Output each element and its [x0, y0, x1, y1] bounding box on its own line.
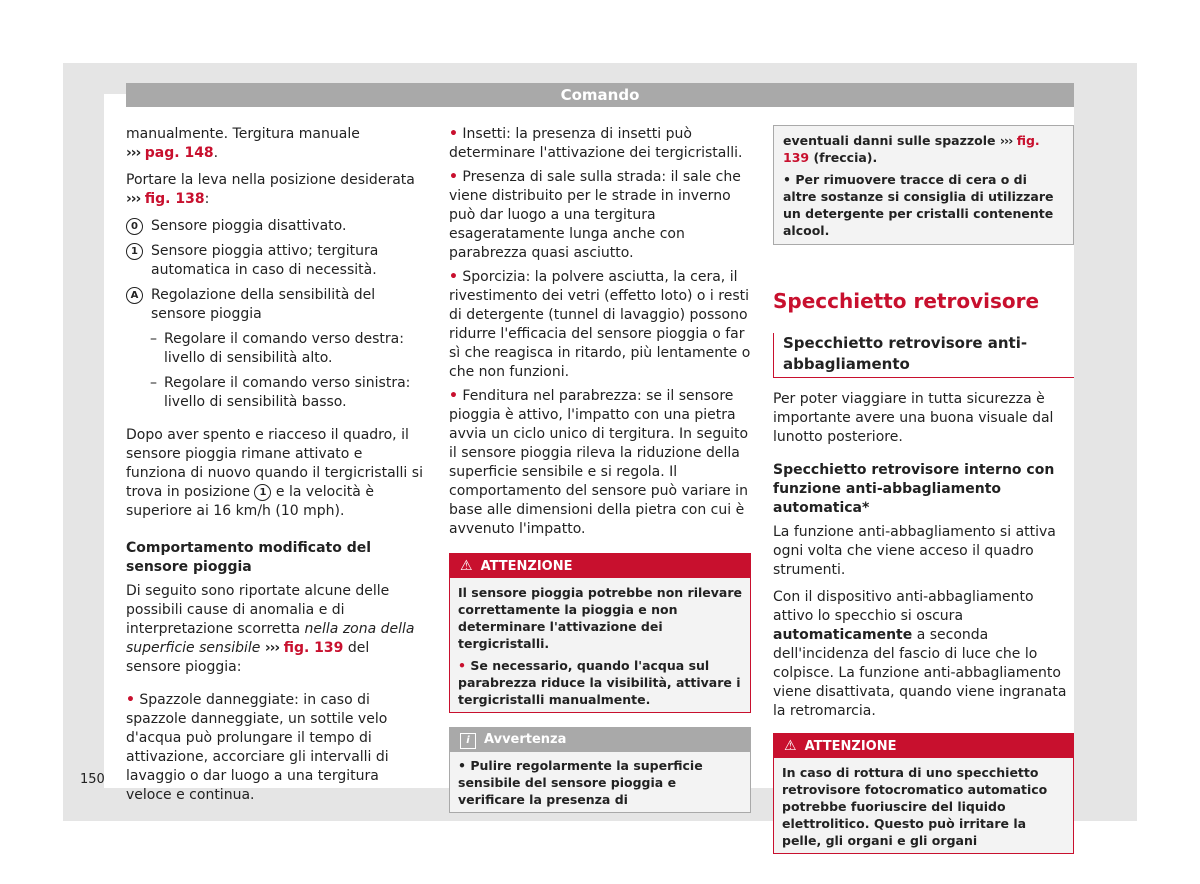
bullet-icon: • — [783, 172, 791, 187]
arrow-icon: ››› — [999, 133, 1013, 148]
list-item: • Presenza di sale sulla strada: il sale che viene distribuito per le strade in inverno può dar luogo a una tergitura esageratamente lunga anche con parabrezza quasi asciutto. — [449, 169, 741, 261]
figure-reference-link[interactable]: fig. 139 — [783, 133, 1040, 165]
subheading: Specchietto retrovisore interno con funzione anti-abbagliamento automatica* — [773, 462, 1055, 516]
arrow-icon: ››› — [264, 640, 280, 656]
position-1-icon: 1 — [254, 484, 271, 501]
info-icon: i — [460, 733, 476, 749]
bullet-icon: • — [449, 126, 458, 142]
warning-header: ⚠ ATTENZIONE — [450, 554, 750, 578]
bullet-icon: • — [458, 758, 466, 773]
position-0-icon: 0 — [126, 218, 143, 235]
warning-icon: ⚠ — [784, 738, 797, 754]
list-item: A Regolazione della sensibilità del sensore pioggia — [126, 286, 426, 324]
position-1-icon: 1 — [126, 243, 143, 260]
warning-icon: ⚠ — [460, 558, 473, 574]
note-continuation: eventuali danni sulle spazzole ››› fig. 139 (freccia). • Per rimuovere tracce di cera o di altre sostanze si consiglia di utilizzare un detergente per cristalli contenente alcool. — [773, 125, 1074, 245]
warning-box — [449, 553, 751, 713]
paragraph: Dopo aver spento e riacceso il quadro, il sensore pioggia rimane attivato e funziona di nuovo quando il tergicristalli si trova in posizione 1 e la velocità è superiore ai 16 km/h (10 mph). — [126, 427, 423, 519]
arrow-icon: ››› — [126, 191, 141, 207]
subheading: Comportamento modificato del sensore pioggia — [126, 540, 372, 575]
column-left — [126, 125, 426, 810]
list-item: 0 Sensore pioggia disattivato. — [126, 217, 426, 236]
warning-body: In caso di rottura di uno specchietto retrovisore fotocromatico automatico potrebbe fuoriuscire del liquido elettrolitico. Questo può irritare la pelle, gli organi e gli organi — [774, 758, 1073, 853]
warning-box — [773, 733, 1074, 854]
figure-reference-link[interactable]: fig. 138 — [144, 191, 205, 207]
arrow-icon: ››› — [126, 145, 141, 161]
note-header: i Avvertenza — [450, 728, 750, 752]
column-right — [773, 125, 1074, 854]
bullet-icon: • — [126, 692, 135, 708]
paragraph: manualmente. Tergitura manuale ››› pag. 148. — [126, 126, 360, 161]
list-item: • Spazzole danneggiate: in caso di spazzole danneggiate, un sottile velo d'acqua può prolungare il tempo di attivazione, accorciare gli intervalli di lavaggio o dar luogo a una tergitura veloce e continua. — [126, 692, 389, 803]
page-reference-link[interactable]: pag. 148 — [144, 145, 214, 161]
bullet-icon: • — [458, 658, 466, 673]
list-item: • Sporcizia: la polvere asciutta, la cera, il rivestimento dei vetri (effetto loto) o i resti di detergente (tunnel di lavaggio) possono ridurre l'efficacia del sensore pioggia o far sì che reagisca in ritardo, più lentamente o che non funzioni. — [449, 269, 751, 380]
section-title: Specchietto retrovisore — [773, 289, 1040, 313]
dash-icon: – — [150, 331, 157, 347]
sub-list-item: – Regolare il comando verso destra: livello di sensibilità alto. — [150, 331, 404, 366]
list-item: • Fenditura nel parabrezza: se il sensore pioggia è attivo, l'impatto con una pietra avvia un ciclo unico di tergitura. In seguito il sensore pioggia rileva la riduzione della superficie sensibile e si regola. Il comportamento del sensore può variare in base alle dimensioni della pietra con cui è avvenuto l'impatto. — [449, 388, 749, 537]
paragraph: La funzione anti-abbagliamento si attiva ogni volta che viene acceso il quadro strumenti. — [773, 524, 1056, 578]
column-middle — [449, 125, 751, 813]
page-number: 150 — [80, 772, 105, 787]
position-a-icon: A — [126, 287, 143, 304]
warning-header: ⚠ ATTENZIONE — [774, 734, 1073, 758]
sub-list-item: – Regolare il comando verso sinistra: livello di sensibilità basso. — [150, 375, 411, 410]
warning-body: Il sensore pioggia potrebbe non rilevare correttamente la pioggia e non determinare l'attivazione dei tergicristalli. • Se necessario, quando l'acqua sul parabrezza riduce la visibilità, attivare i tergicristalli manualmente. — [450, 578, 750, 712]
paragraph: Per poter viaggiare in tutta sicurezza è importante avere una buona visuale dal lunotto posteriore. — [773, 391, 1054, 445]
paragraph: Di seguito sono riportate alcune delle possibili cause di anomalia e di interpretazione scorretta nella zona della superficie sensibile ››› fig. 139 del sensore pioggia: — [126, 583, 415, 675]
paragraph: Con il dispositivo anti-abbagliamento attivo lo specchio si oscura automaticamente a seconda dell'incidenza del fascio di luce che lo colpisce. La funzione anti-abbagliamento viene disattivata, quando viene ingranata la retromarcia. — [773, 589, 1067, 719]
chapter-header: Comando — [126, 83, 1074, 107]
bullet-icon: • — [449, 388, 458, 404]
note-body: • Pulire regolarmente la superficie sensibile del sensore pioggia e verificare la presenza di — [450, 752, 750, 812]
dash-icon: – — [150, 375, 157, 391]
list-item: • Insetti: la presenza di insetti può determinare l'attivazione dei tergicristalli. — [449, 126, 743, 161]
bullet-icon: • — [449, 169, 458, 185]
bullet-icon: • — [449, 269, 458, 285]
note-box — [449, 727, 751, 813]
paragraph: Portare la leva nella posizione desiderata ››› fig. 138: — [126, 172, 415, 207]
list-item: 1 Sensore pioggia attivo; tergitura automatica in caso di necessità. — [126, 242, 426, 280]
figure-reference-link[interactable]: fig. 139 — [283, 640, 344, 656]
subsection-title: Specchietto retrovisore anti-abbagliamento — [773, 333, 1074, 378]
